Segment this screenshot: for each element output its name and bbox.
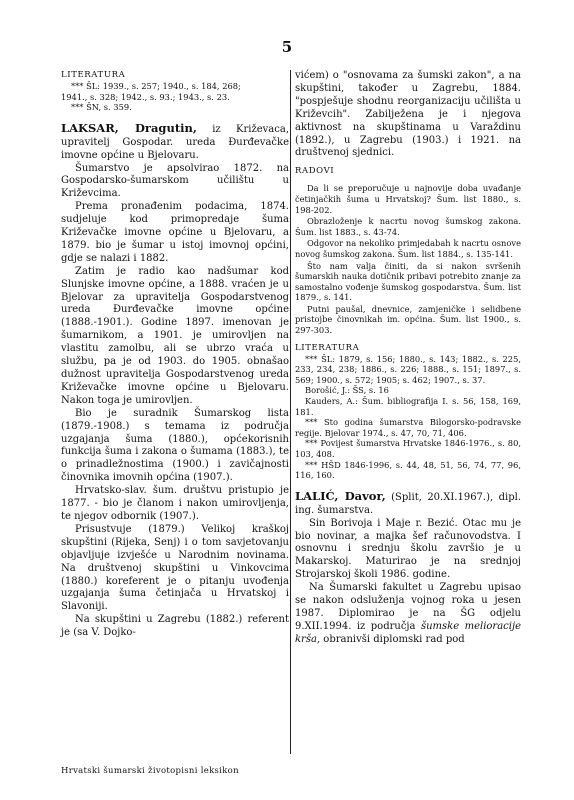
literature-line: *** ŠN, s. 359.: [71, 102, 132, 113]
paragraph: Hrvatsko-slav. šum. društvu pristupio je 1877. - bio je članom i nakon umirovljenja, te njegov odbornik (1907.).: [61, 485, 289, 522]
work-item: Što nam valja činiti, da si nakon svršenih šumarskih nauka dotičnik pribavi potrebito znanje za samostalno vođenje šumskog gospodarstva. Šum. list 1879., s. 141.: [295, 260, 521, 303]
paragraph: Prema pronađenim podacima, 1874. sudjeluje kod primopredaje šuma Križevačke imovne općine u Bjelovaru, a 1879. bio je šumar u istoj imovnoj općini, gdje se nalazi i 1882.: [61, 201, 289, 264]
literature-label: LITERATURA: [295, 342, 360, 353]
works-label: RADOVI: [295, 166, 335, 177]
literature-item: *** HŠD 1846-1996, s. 44, 48, 51, 56, 74, 77, 96, 116, 160.: [295, 459, 521, 481]
right-column: [295, 70, 521, 647]
paragraph-continued: vićem) o "osnovama za šumski zakon", a na skupštini, također u Zagrebu, 1884. "pospješuje shodnu reorganizaciju učilišta u Križevcih". Zabilježena je i njegova aktivnost na skupštinama u Varaždinu (1892.), u Zagrebu (1903.) i 1921. na društvenoj sjednici.: [295, 70, 521, 159]
work-item: Putni paušal, dnevnice, zamjeničke i selidbene pristojbe činovnikah im. općina. Šum. list 1900., s. 297-303.: [295, 303, 521, 336]
paragraph-italic-text: šumske melioracije krša,: [295, 620, 521, 645]
paragraph: Zatim je radio kao nadšumar kod Slunjske imovne općine, a 1888. vraćen je u Bjelovar za upravitelja Gospodarstvenog ureda Đurđevačke imovne općine (1888.-1901.). Godine 1897. imenovan je šumarnikom, a 1901. je umirovljen na vlastitu zamolbu, ali se ubrzo vraća u službu, pa je od 1903. do 1905. obnašao dužnost upravitelja Gospodarstvenog ureda Križevačke imovne općine u Bjelovaru. Nakon toga je umirovljen.: [61, 265, 289, 406]
paragraph: Bio je suradnik Šumarskog lista (1879.-1908.) s temama iz područja uzgajanja šuma (1880.), općekorisnih funkcija šuma i zakona o šumama (1883.), te o prinadležnostima (1900.) i zavičajnosti činovnika imovnih općina (1907.).: [61, 407, 289, 484]
entry-heading-laksar: [61, 122, 289, 163]
work-item: Odgovor na nekoliko primjedabah k nacrtu osnove novog šumskog zakona. Šum. list 1884., s. 135-141.: [295, 238, 521, 259]
literature-label: LITERATURA: [61, 70, 126, 80]
entry-heading-text: iz Križevaca, upravitelj Gospodar. ureda Đurđevačke imovne općine u Bjelovaru.: [61, 123, 290, 161]
literature-item: *** Sto godina šumarstva Bilogorsko-podravske regije. Bjelovar 1974., s. 47, 70, 71, 406.: [295, 417, 521, 438]
work-item: Da li se preporučuje u najnovije doba uvađanje četinjačkih šuma u Hrvatskoj? Šum. list 1880., s. 198-202.: [295, 183, 521, 215]
paragraph: Na skupštini u Zagrebu (1882.) referent je (sa V. Dojko-: [61, 614, 289, 639]
paragraph-text: obranivši diplomski rad pod: [320, 633, 465, 645]
paragraph: Prisustvuje (1879.) Velikoj kraškoj skupštini (Rijeka, Senj) i o tom savjetovanju objavljuje izvješće u Narodnim novinama. Na društvenoj skupštini u Vinkovcima (1880.) koreferent je o pitanju uvođenja uzgajanja šuma četinjača u Hrvatskoj i Slavoniji.: [61, 523, 289, 613]
paragraph: Šumarstvo je apsolvirao 1872. na Gospodarsko-šumarskom učilištu u Križevcima.: [61, 162, 289, 200]
left-column: [61, 70, 289, 640]
paragraph-text: Na Šumarski fakultet u Zagrebu upisao se nakon odsluženja vojnog roka u jesen 1987. Diplomirao je na ŠG odjelu 9.XII.1994. iz područja: [295, 582, 521, 632]
footer-text: Hrvatski šumarski životopisni leksikon: [61, 766, 239, 776]
literature-item: Kauders, A.: Šum. bibliografija I. s. 56, 158, 169, 181.: [295, 396, 521, 417]
literature-line: 1941., s. 328; 1942., s. 93.; 1943., s. 23.: [61, 91, 230, 102]
literature-item: *** Povijest šumarstva Hrvatske 1846-1976., s. 80, 103, 408.: [295, 438, 521, 459]
entry-name: LALIĆ, Davor,: [295, 488, 386, 503]
literature-item: *** ŠL: 1879, s. 156; 1880., s. 143; 1882., s. 225, 233, 234, 238; 1886., s. 226; 1888., s. 151; 1897., s. 569; 1900., s. 572; 1905; s. 462; 1907., s. 37.: [295, 353, 521, 385]
column-divider: [290, 70, 291, 754]
work-item: Obrazloženje k nacrtu novog šumskog zakona. Šum. list 1883., s. 43-74.: [295, 216, 521, 237]
page-number: 5: [281, 38, 293, 56]
entry-name: LAKSAR, Dragutin,: [61, 120, 197, 135]
literature-item: Borošić, J.: ŠS, s. 16: [305, 385, 389, 396]
literature-line: *** ŠL: 1939., s. 257; 1940., s. 184, 268;: [71, 81, 241, 91]
paragraph: Sin Borivoja i Maje r. Bezić. Otac mu je bio novinar, a majka šef računovodstva. I osnovnu i srednju školu završio je u Makarskoj. Maturirao je na srednjoj Strojarskoj školi 1986. godine.: [295, 517, 521, 581]
entry-heading-lalic: [295, 490, 521, 518]
paragraph: [295, 582, 521, 647]
entry-heading-text: (Split, 20.XI.1967.), dipl. ing. šumarstva.: [295, 491, 521, 516]
